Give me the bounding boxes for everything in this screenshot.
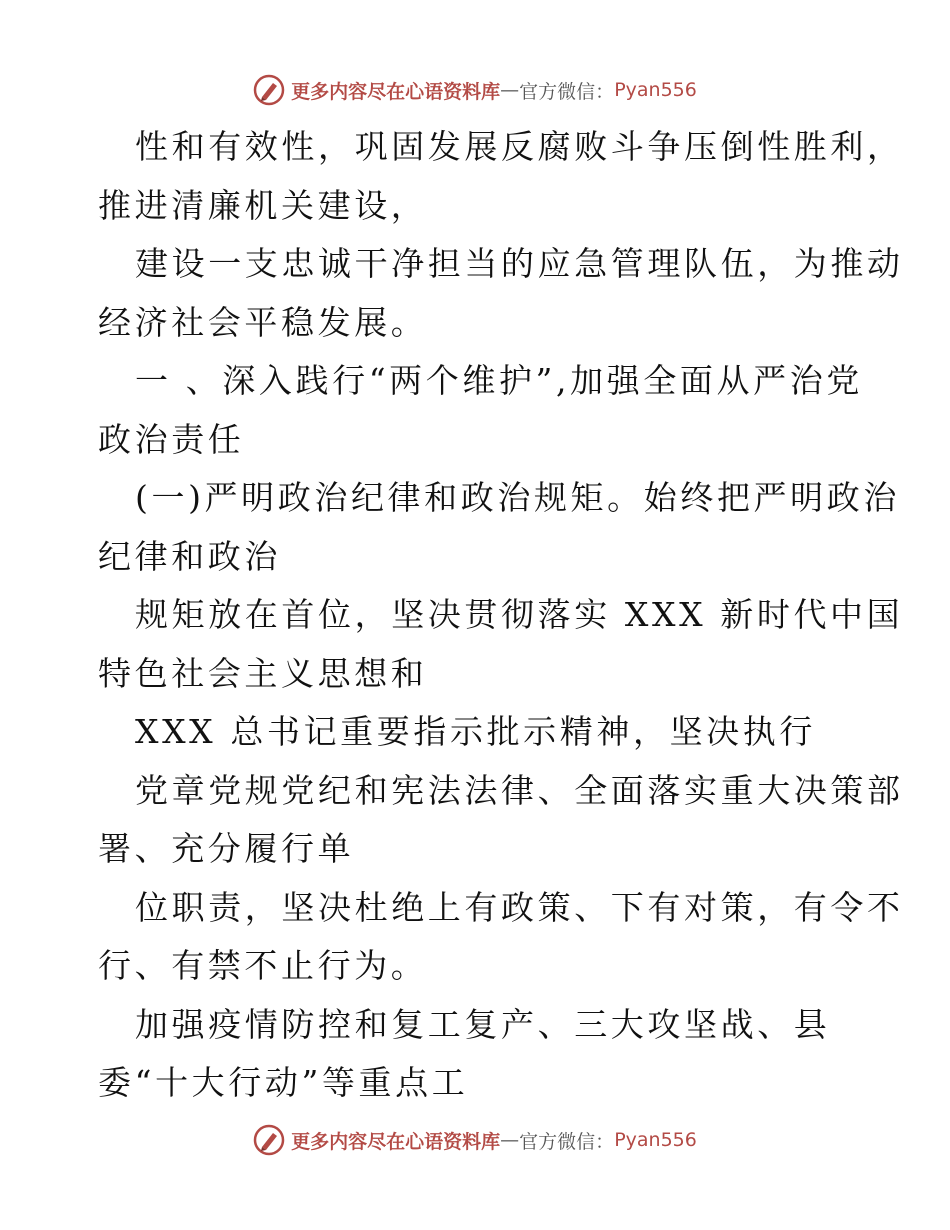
watermark-separator: — xyxy=(500,79,520,101)
text-line: 经济社会平稳发展。 xyxy=(98,302,428,342)
text-line: (一)严明政治纪律和政治规矩。始终把严明政治 xyxy=(135,478,900,517)
text-line: 推进清廉机关建设， xyxy=(98,185,428,225)
text-line: 党章党规党纪和宪法法律、全面落实重大决策部 xyxy=(135,770,904,810)
text-line: 位职责，坚决杜绝上有政策、下有对策，有令不 xyxy=(135,887,904,927)
text-line: XXX 总书记重要指示批示精神，坚决执行 xyxy=(135,712,816,751)
text-line: 政治责任 xyxy=(98,419,245,459)
pen-logo-icon xyxy=(253,1124,285,1156)
text-line: 委“十大行动”等重点工 xyxy=(98,1063,469,1102)
text-line: 建设一支忠诚干净担当的应急管理队伍，为推动 xyxy=(135,244,904,283)
watermark-brand: 更多内容尽在心语资料库 xyxy=(291,1130,501,1153)
watermark-wechat-id: Pyan556 xyxy=(614,79,697,101)
text-line: 一 、深入践行“两个维护”,加强全面从严治党 xyxy=(135,361,863,400)
watermark-brand: 更多内容尽在心语资料库 xyxy=(291,80,501,103)
text-line: 性和有效性，巩固发展反腐败斗争压倒性胜利， xyxy=(135,127,904,166)
header-watermark xyxy=(0,70,950,110)
footer-watermark xyxy=(0,1120,950,1160)
text-line: 特色社会主义思想和 xyxy=(98,653,428,693)
text-line: 署、充分履行单 xyxy=(98,829,355,868)
watermark-label: 官方微信： xyxy=(519,1130,615,1153)
text-line: 加强疫情防控和复工复产、三大攻坚战、县 xyxy=(135,1004,831,1044)
text-line: 规矩放在首位，坚决贯彻落实 XXX 新时代中国 xyxy=(135,595,904,634)
pen-logo-icon xyxy=(253,74,285,106)
text-line: 行、有禁不止行为。 xyxy=(98,946,428,985)
text-line: 纪律和政治 xyxy=(98,536,281,576)
watermark-label: 官方微信： xyxy=(519,80,615,103)
watermark-wechat-id: Pyan556 xyxy=(614,1129,697,1151)
watermark-separator: — xyxy=(500,1129,520,1151)
document-body xyxy=(98,118,904,1113)
